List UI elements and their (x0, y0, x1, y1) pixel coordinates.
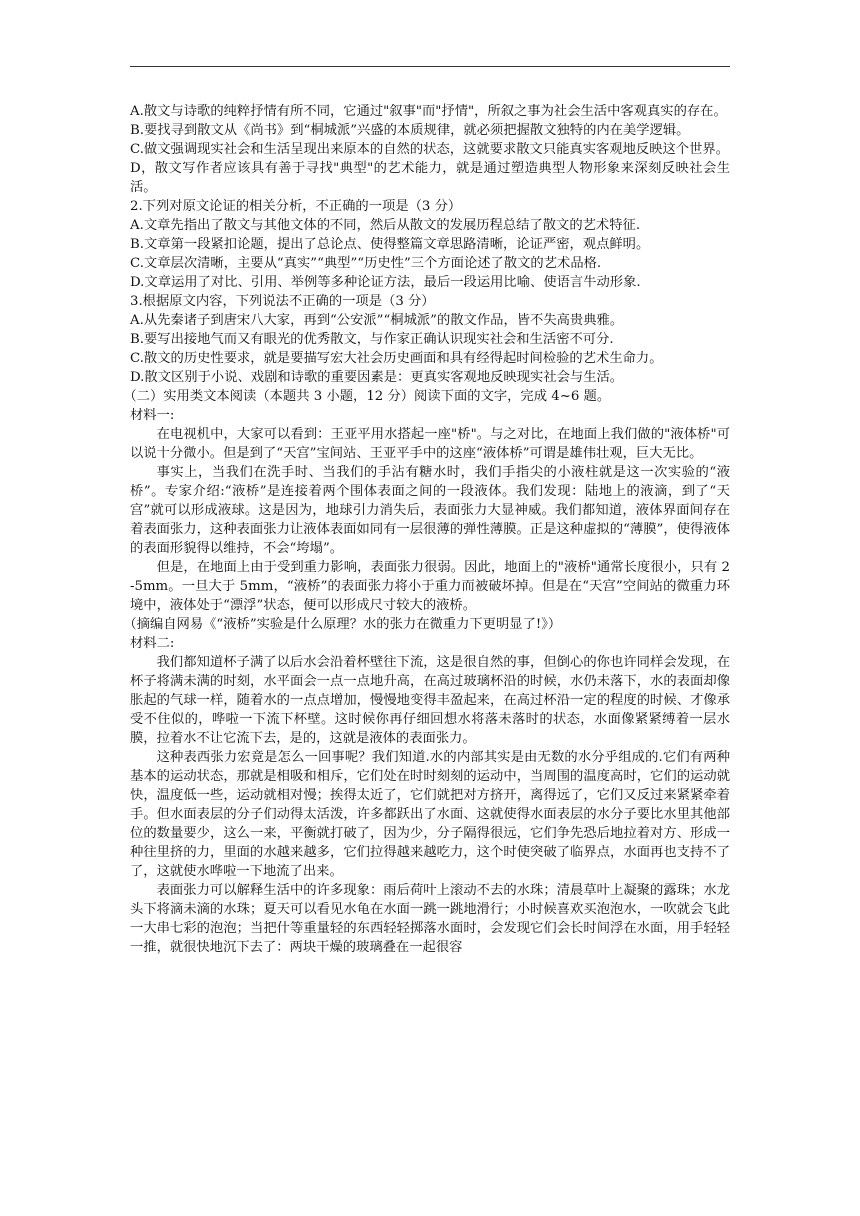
header-rule (130, 66, 730, 67)
material-2-label: 材料二: (130, 636, 175, 651)
q3-stem: 3.根据原文内容，下列说法不正确的一项是（3 分） (130, 294, 435, 309)
section-heading: （二）实用类文本阅读（本题共 3 小题，12 分）阅读下面的文字，完成 4~6 题。 (123, 389, 611, 404)
material-2-paragraph: 这种表西张力宏竟是怎么一回事呢？我们知道.水的内部其实是由无数的水分乎组成的.它们有两种基本的运动状态，那就是相吸和相斥，它们处在时时刻刻的运动中，当周围的温度高时，它们的运动就快，温度低一些，运动就相对慢；挨得太近了，它们就把对方挤开，离得远了，它们又反过来紧紧牵着手。但水面表层的分子们动得太活泼，许多都跃出了水面、这就使得水面表层的水分子要比水里其他部位的数量要少，这么一来，平衡就打破了，因为少，分子隔得很远，它们争先恐后地拉着对方、形成一种往里挤的力，里面的水越来越多，它们拉得越来越吃力，这个时使突破了临界点，水面再也支持不了了，这就使水哗啦一下地流了出来。 (130, 750, 730, 879)
material-2-paragraph: 表面张力可以解释生活中的许多现象：雨后荷叶上滚动不去的水珠；清晨草叶上凝聚的露珠；水龙头下将滴未滴的水珠；夏天可以看见水龟在水面一跳一跳地滑行；小时候喜欢买泡泡水，一吹就会飞此一大串七彩的泡泡；当把什等重量轻的东西轻轻掷落水面时，会发现它们会长时间浮在水面，用手轻轻一推，就很快地沉下去了：两块干燥的玻璃叠在一起很容 (130, 883, 730, 955)
material-1-paragraph: 事实上，当我们在洗手时、当我们的手沾有糖水时，我们手指尖的小液柱就是这一次实验的“液桥”。专家介绍:“液桥”是连接着两个围体表面之间的一段液体。我们发现：陆地上的液滴，到了“天宫”就可以形成液球。这是因为，地球引力消失后，表面张力大显神威。我们都知道，液体界面间存在着表面张力，这种表面张力让液体表面如同有一层很薄的弹性薄膜。正是这种虚拟的“薄膜”，使得液体的表面形貌得以维持，不会“垮塌”。 (130, 465, 730, 556)
q3-option-c: C.散文的历史性要求，就是要描写宏大社会历史画面和具有经得起时间检验的艺术生命力。 (130, 351, 663, 366)
q2-stem: 2.下列对原文论证的相关分析，不正确的一项是（3 分） (130, 199, 462, 214)
q2-option-c: C.文章层次清晰，主要从“真实”“典型”“历史性”三个方面论述了散文的艺术品格. (130, 256, 602, 271)
q1-option-a: A.散文与诗歌的纯粹抒情有所不同，它通过"叙事"而"抒情"，所叙之事为社会生活中客观真实的存在。 (130, 104, 727, 119)
document-page (123, 102, 730, 957)
q1-option-b: B.要找寻到散文从《尚书》到“桐城派”兴盛的本质规律，就必须把握散文独特的内在美学逻辑。 (130, 123, 690, 138)
q1-option-d: D，散文写作者应该具有善于寻找"典型"的艺术能力，就是通过塑造典型人物形象来深刻反映社会生活。 (130, 161, 730, 195)
q2-option-d: D.文章运用了对比、引用、举例等多种论证方法，最后一段运用比喻、使语言牛动形象. (130, 275, 641, 290)
q3-option-b: B.要写出接地气而又有眼光的优秀散文，与作家正确认识现实社会和生活密不可分. (130, 332, 614, 347)
q3-option-d: D.散文区别于小说、戏剧和诗歌的重要因素是：更真实客观地反映现实社会与生活。 (130, 370, 624, 385)
q2-option-b: B.文章第一段紧扣论题，提出了总论点、使得整篇文章思路清晰，论证严密，观点鲜明。 (130, 237, 650, 252)
q3-option-a: A.从先秦诸子到唐宋八大家，再到“公安派”“桐城派”的散文作品，皆不失高贵典雅。 (130, 313, 624, 328)
material-1-source: （摘编自网易《“液桥”实验是什么原理？水的张力在微重力下更明显了!》） (123, 617, 562, 632)
q1-option-c: C.做文强调现实社会和生活呈现出来原本的自然的状态，这就要求散文只能真实客观地反映这个世界。 (130, 142, 729, 157)
q2-option-a: A.文章先指出了散文与其他文体的不同，然后从散文的发展历程总结了散文的艺术特征. (130, 218, 641, 233)
material-2-paragraph: 我们都知道杯子满了以后水会沿着杯壁往下流，这是很自然的事，但倒心的你也许同样会发现，在杯子将满未满的时刻，水平面会一点一点地升高，在高过玻璃杯沿的时候，水仍未落下，水的表面却像胀起的气球一样，随着水的一点点增加，慢慢地变得丰盈起来，在高过杯沿一定的程度的时候、才像承受不住似的，哗啦一下流下杯壁。这时候你再仔细回想水将落未落时的状态，水面像紧紧缚着一层水膜，拉着水不让它流下去，是的，这就是液体的表面张力。 (130, 655, 730, 746)
material-1-paragraph: 但是，在地面上由于受到重力影响，表面张力很弱。因此，地面上的"液桥"通常长度很小，只有 2-5mm。一旦大于 5mm，“液桥”的表面张力将小于重力而被破坏掉。但是在“天宫”空间站的微重力环境中，液体处于“漂浮”状态，便可以形成尺寸较大的液桥。 (130, 560, 730, 613)
material-1-label: 材料一: (130, 408, 175, 423)
material-1-paragraph: 在电视机中，大家可以看到：王亚平用水搭起一座"桥"。与之对比，在地面上我们做的"液体桥"可以说十分微小。但是到了“天宫”宝间站、王亚平手中的这座“液体桥”可谓是雄伟壮观，巨大无比。 (130, 427, 730, 461)
